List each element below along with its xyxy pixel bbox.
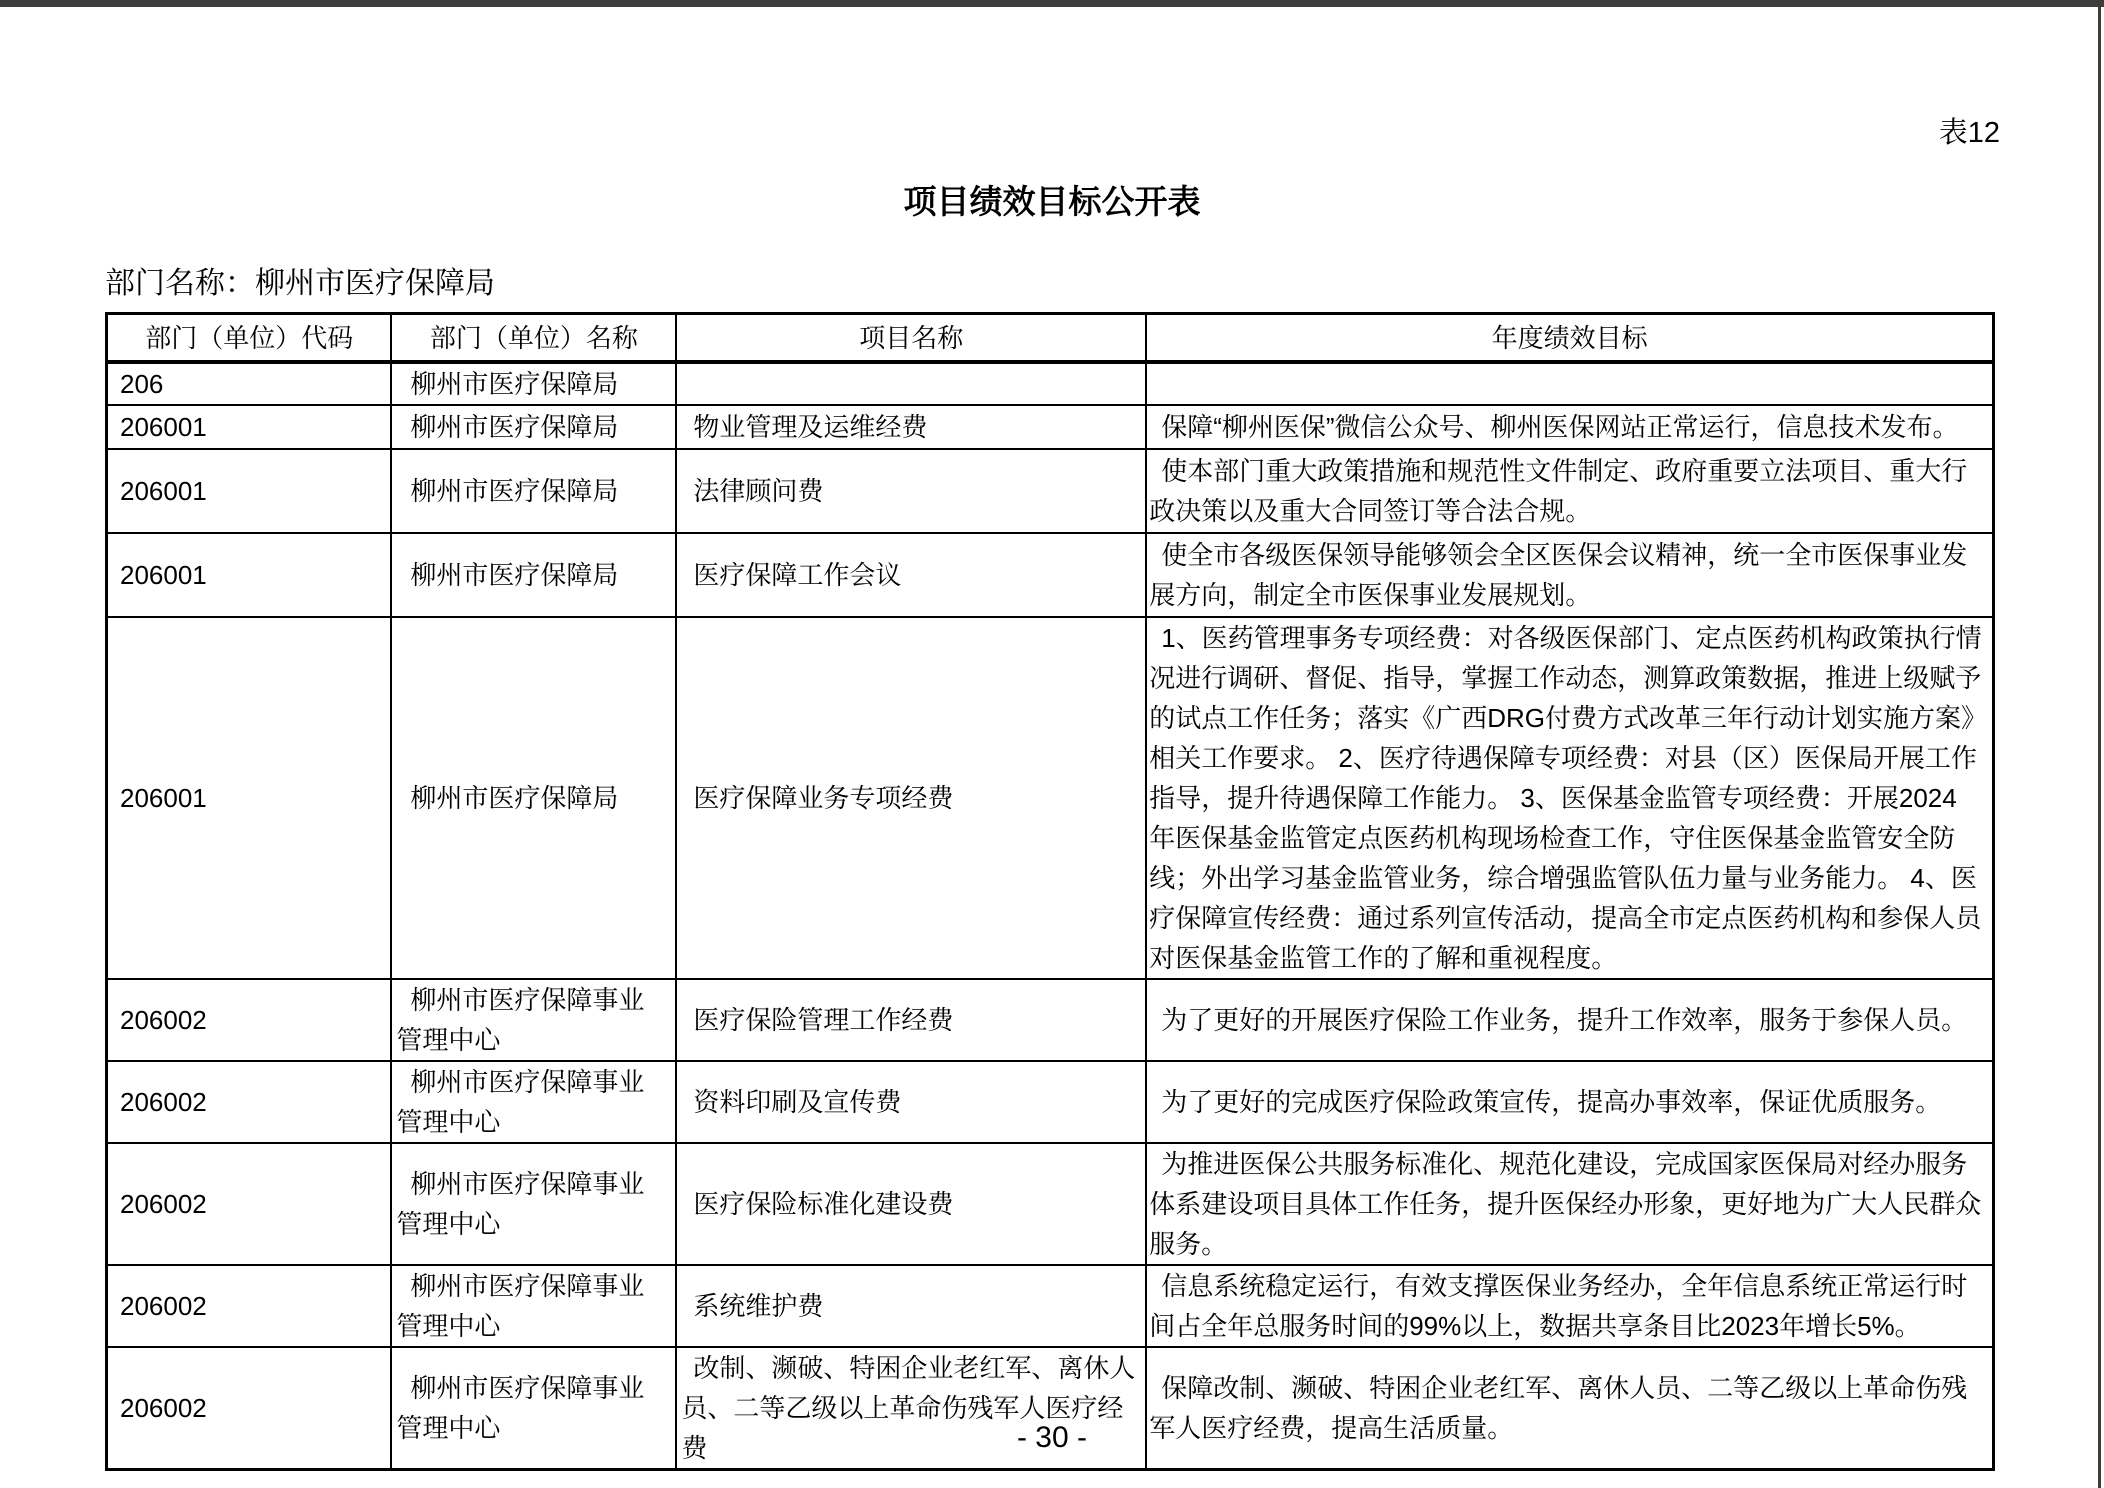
cell-project: 医疗保险标准化建设费	[676, 1143, 1146, 1265]
cell-project: 医疗保障工作会议	[676, 533, 1146, 617]
cell-department: 柳州市医疗保障事业管理中心	[391, 1347, 676, 1470]
cell-project: 资料印刷及宣传费	[676, 1061, 1146, 1143]
cell-code: 206002	[107, 1265, 392, 1347]
cell-code: 206002	[107, 1061, 392, 1143]
cell-project: 医疗保险管理工作经费	[676, 979, 1146, 1061]
column-header-department: 部门（单位）名称	[391, 314, 676, 363]
cell-project: 改制、濒破、特困企业老红军、离休人员、二等乙级以上革命伤残军人医疗经费	[676, 1347, 1146, 1470]
cell-target: 使全市各级医保领导能够领会全区医保会议精神，统一全市医保事业发展方向，制定全市医保事业发展规划。	[1146, 533, 1993, 617]
page-number: - 30 -	[1016, 1421, 1088, 1454]
cell-department: 柳州市医疗保障事业管理中心	[391, 1061, 676, 1143]
cell-department: 柳州市医疗保障事业管理中心	[391, 1143, 676, 1265]
table-row	[107, 533, 1994, 617]
column-header-project: 项目名称	[676, 314, 1146, 363]
scan-edge-right	[2098, 0, 2101, 1488]
column-header-target: 年度绩效目标	[1146, 314, 1993, 363]
cell-project: 法律顾问费	[676, 449, 1146, 533]
cell-code: 206001	[107, 533, 392, 617]
cell-code: 206002	[107, 1143, 392, 1265]
cell-code: 206001	[107, 405, 392, 449]
cell-target: 保障改制、濒破、特困企业老红军、离休人员、二等乙级以上革命伤残军人医疗经费，提高生活质量。	[1146, 1347, 1993, 1470]
cell-code: 206001	[107, 449, 392, 533]
table-row	[107, 1061, 1994, 1143]
cell-target: 保障“柳州医保”微信公众号、柳州医保网站正常运行，信息技术发布。	[1146, 405, 1993, 449]
cell-department: 柳州市医疗保障局	[391, 405, 676, 449]
cell-target	[1146, 362, 1993, 405]
cell-code: 206002	[107, 979, 392, 1061]
cell-project: 物业管理及运维经费	[676, 405, 1146, 449]
table-row	[107, 617, 1994, 979]
cell-target: 为了更好的完成医疗保险政策宣传，提高办事效率，保证优质服务。	[1146, 1061, 1993, 1143]
cell-target: 使本部门重大政策措施和规范性文件制定、政府重要立法项目、重大行政决策以及重大合同签订等合法合规。	[1146, 449, 1993, 533]
table-row	[107, 1143, 1994, 1265]
cell-target: 为推进医保公共服务标准化、规范化建设，完成国家医保局对经办服务体系建设项目具体工作任务，提升医保经办形象，更好地为广大人民群众服务。	[1146, 1143, 1993, 1265]
table-row	[107, 405, 1994, 449]
cell-target: 为了更好的开展医疗保险工作业务，提升工作效率，服务于参保人员。	[1146, 979, 1993, 1061]
cell-project: 医疗保障业务专项经费	[676, 617, 1146, 979]
page-title: 项目绩效目标公开表	[903, 183, 1201, 220]
cell-department: 柳州市医疗保障事业管理中心	[391, 979, 676, 1061]
cell-department: 柳州市医疗保障局	[391, 617, 676, 979]
table-header-row	[107, 314, 1994, 363]
cell-department: 柳州市医疗保障局	[391, 362, 676, 405]
table-row	[107, 449, 1994, 533]
cell-project	[676, 362, 1146, 405]
cell-code: 206002	[107, 1347, 392, 1470]
cell-department: 柳州市医疗保障事业管理中心	[391, 1265, 676, 1347]
table-number-label: 表12	[1938, 117, 2000, 149]
table-row	[107, 1265, 1994, 1347]
cell-project: 系统维护费	[676, 1265, 1146, 1347]
performance-target-table	[105, 312, 1995, 1471]
cell-department: 柳州市医疗保障局	[391, 449, 676, 533]
table-row	[107, 362, 1994, 405]
department-name-label: 部门名称：柳州市医疗保障局	[105, 267, 495, 300]
table-row	[107, 979, 1994, 1061]
cell-target: 1、医药管理事务专项经费：对各级医保部门、定点医药机构政策执行情况进行调研、督促、指导，掌握工作动态，测算政策数据，推进上级赋予的试点工作任务；落实《广西DRG付费方式改革三年行动计划实施方案》相关工作要求。 2、医疗待遇保障专项经费：对县（区）医保局开展工作指导，提升待遇保障工作能力。 3、医保基金监管专项经费：开展2024年医保基金监管定点医药机构现场检查工作，守住医保基金监管安全防线；外出学习基金监管业务，综合增强监管队伍力量与业务能力。 4、医疗保障宣传经费：通过系列宣传活动，提高全市定点医药机构和参保人员对医保基金监管工作的了解和重视程度。	[1146, 617, 1993, 979]
column-header-code: 部门（单位）代码	[107, 314, 392, 363]
cell-department: 柳州市医疗保障局	[391, 533, 676, 617]
scan-edge-top	[0, 0, 2104, 7]
cell-code: 206001	[107, 617, 392, 979]
cell-target: 信息系统稳定运行，有效支撑医保业务经办，全年信息系统正常运行时间占全年总服务时间的99%以上，数据共享条目比2023年增长5%。	[1146, 1265, 1993, 1347]
cell-code: 206	[107, 362, 392, 405]
